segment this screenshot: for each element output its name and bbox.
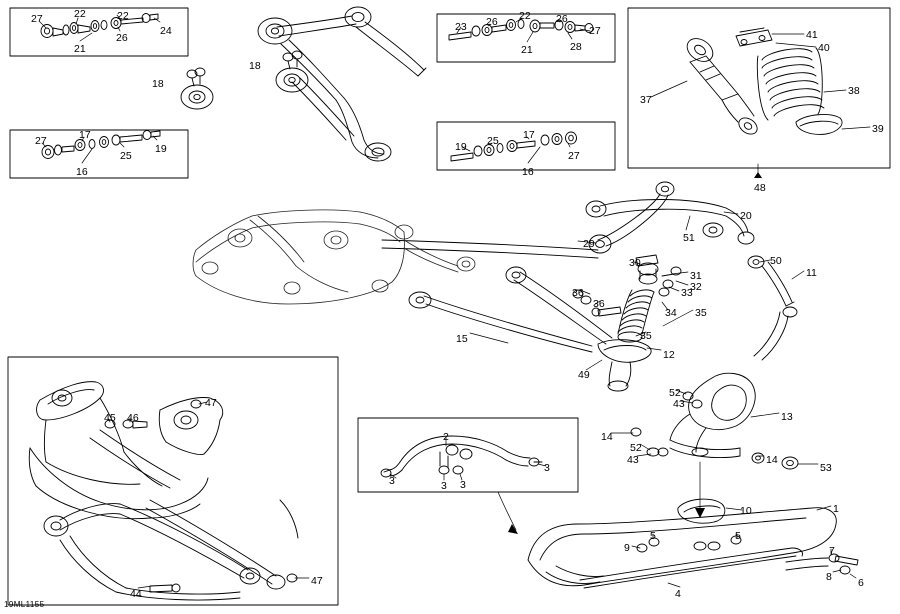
callout-number: 19 xyxy=(455,141,467,153)
callout-number: 33 xyxy=(681,287,693,299)
callout-number: 15 xyxy=(456,333,468,345)
callout-number: 34 xyxy=(665,307,677,319)
callout-number: 9 xyxy=(624,542,630,554)
callout-number: 1 xyxy=(833,503,839,515)
callout-number: 43 xyxy=(673,398,685,410)
callout-number: 48 xyxy=(754,182,766,194)
callout-number: 37 xyxy=(640,94,652,106)
callout-number: 5 xyxy=(650,530,656,542)
callout-number: 16 xyxy=(522,166,534,178)
callout-number: 18 xyxy=(152,78,164,90)
part-code-label: 19ML1155 xyxy=(4,600,45,609)
callout-number: 47 xyxy=(205,397,217,409)
callout-number: 14 xyxy=(601,431,613,443)
callout-number: 41 xyxy=(806,29,818,41)
callout-number: 47 xyxy=(311,575,323,587)
callout-number: 22 xyxy=(519,10,531,22)
callout-number: 49 xyxy=(578,369,590,381)
callout-number: 12 xyxy=(663,349,675,361)
callout-number: 20 xyxy=(740,210,752,222)
callout-number: 4 xyxy=(675,588,681,600)
callout-number: 25 xyxy=(120,150,132,162)
callout-number: 21 xyxy=(74,43,86,55)
callout-number: 40 xyxy=(818,42,830,54)
callout-number: 25 xyxy=(487,135,499,147)
callout-number: 27 xyxy=(31,13,43,25)
callout-number: 7 xyxy=(829,545,835,557)
callout-number: 52 xyxy=(630,442,642,454)
callout-number: 14 xyxy=(766,454,778,466)
callout-number: 11 xyxy=(806,267,817,279)
callout-number: 32 xyxy=(690,281,702,293)
callout-number: 18 xyxy=(249,60,261,72)
callout-number: 16 xyxy=(76,166,88,178)
callout-number: 13 xyxy=(781,411,793,423)
callout-number: 36 xyxy=(572,287,584,299)
callout-number: 26 xyxy=(116,32,128,44)
callout-number: 22 xyxy=(74,8,86,20)
callout-number: 27 xyxy=(35,135,47,147)
callout-number: 24 xyxy=(160,25,172,37)
callout-number: 17 xyxy=(523,129,535,141)
callout-number: 23 xyxy=(455,21,467,33)
callout-number: 39 xyxy=(872,123,884,135)
callout-number: 52 xyxy=(669,387,681,399)
callout-number: 8 xyxy=(826,571,832,583)
callout-number: 10 xyxy=(740,505,752,517)
callout-number: 30 xyxy=(629,257,641,269)
callout-number: 31 xyxy=(690,270,702,282)
callout-number: 38 xyxy=(848,85,860,97)
callout-number: 27 xyxy=(568,150,580,162)
callout-number: 2 xyxy=(443,431,449,443)
callout-number: 43 xyxy=(627,454,639,466)
callout-number: 6 xyxy=(858,577,864,589)
callout-number: 53 xyxy=(820,462,832,474)
callout-number: 21 xyxy=(521,44,533,56)
callout-number: 44 xyxy=(130,588,142,600)
callout-number: 19 xyxy=(155,143,167,155)
callout-number: 51 xyxy=(683,232,695,244)
callout-number: 27 xyxy=(589,25,601,37)
callout-number: 3 xyxy=(544,462,550,474)
callout-number: 26 xyxy=(556,13,568,25)
callout-number: 3 xyxy=(460,479,466,491)
callout-number: 50 xyxy=(770,255,782,267)
callout-number: 29 xyxy=(583,238,595,250)
callout-number: 36 xyxy=(593,298,605,310)
callout-number: 26 xyxy=(486,16,498,28)
callout-number: 35 xyxy=(695,307,707,319)
callout-number: 17 xyxy=(79,129,91,141)
callout-number: 35 xyxy=(640,330,652,342)
callout-number: 28 xyxy=(570,41,582,53)
callout-number: 5 xyxy=(735,530,741,542)
callout-number: 3 xyxy=(389,475,395,487)
callout-number: 46 xyxy=(127,412,139,424)
callout-number: 45 xyxy=(104,412,116,424)
callout-number: 3 xyxy=(441,480,447,492)
callout-number: 22 xyxy=(117,10,129,22)
